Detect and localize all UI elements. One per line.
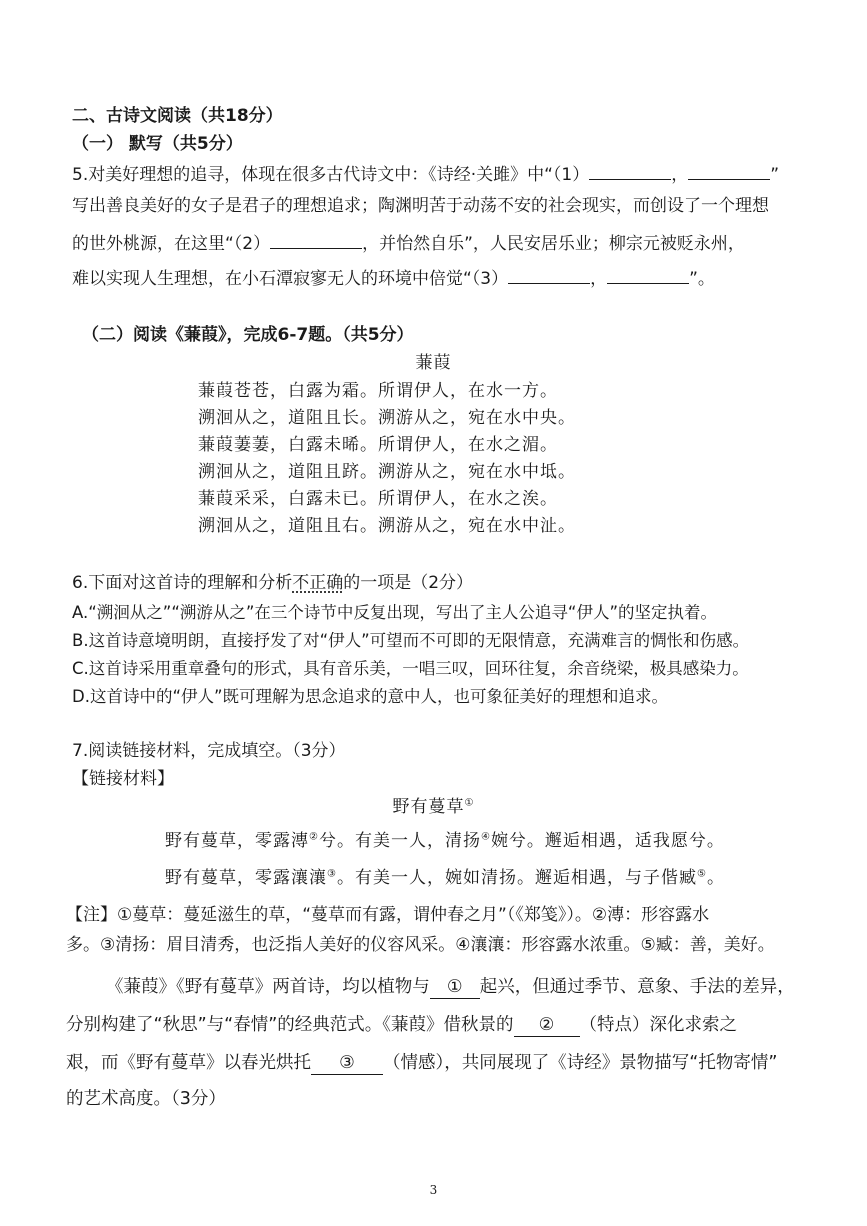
q5-text: ， xyxy=(671,165,689,185)
poem-line: 溯洄从之，道阻且长。溯游从之，宛在水中央。 xyxy=(198,408,576,428)
footnote-mark: ① xyxy=(464,797,475,809)
poem-title: 蒹葭 xyxy=(415,353,452,373)
part1-heading: （一） 默写（共5分） xyxy=(72,134,243,154)
q6-emphasis: 不正确 xyxy=(292,573,344,593)
poem2-title xyxy=(0,796,867,818)
poem2-text: 。 xyxy=(706,868,725,888)
poem2-line xyxy=(165,867,725,889)
poem-line: 蒹葭采采，白露未已。所谓伊人，在水之涘。 xyxy=(198,489,558,509)
footnote-mark: ⑤ xyxy=(696,868,707,880)
q7-text: （情感），共同展现了《诗经》景物描写“托物寄情” xyxy=(383,1053,778,1073)
q7-text: 分别构建了“秋思”与“春情”的经典范式。《蒹葭》借秋景的 xyxy=(66,1015,514,1035)
q6-option-d: D.这首诗中的“伊人”既可理解为思念追求的意中人，也可象征美好的理想和追求。 xyxy=(72,687,669,706)
poem2-line xyxy=(165,830,725,852)
q5-line4 xyxy=(72,265,715,290)
answer-blank xyxy=(607,265,689,284)
q5-text: ，并怡然自乐”，人民安居乐业；柳宗元被贬永州， xyxy=(362,234,745,254)
q5-text: 难以实现人生理想，在小石潭寂寥无人的环境中倍觉“（3） xyxy=(72,269,509,289)
q5-line1 xyxy=(72,161,779,186)
q5-text: 的世外桃源，在这里“（2） xyxy=(72,234,271,254)
q7-text: 《蒹葭》《野有蔓草》两首诗，均以植物与 xyxy=(106,977,430,997)
q6-text: 6.下面对这首诗的理解和分析 xyxy=(72,573,293,593)
q6-stem xyxy=(72,572,473,594)
footnote-mark: ④ xyxy=(480,831,491,843)
q7-text: 起兴，但通过季节、意象、手法的差异， xyxy=(479,977,795,997)
notes-line1: 【注】①蔓草：蔓延滋生的草，“蔓草而有露，谓仲春之月”（《郑笺》）。②漙：形容露水 xyxy=(66,905,710,925)
notes-line2: 多。③清扬：眉目清秀，也泛指人美好的仪容风采。④瀼瀼：形容露水浓重。⑤臧：善，美好。 xyxy=(66,935,775,955)
q7-para-line4: 的艺术高度。（3分） xyxy=(66,1089,226,1109)
poem-line: 溯洄从之，道阻且跻。溯游从之，宛在水中坻。 xyxy=(198,462,576,482)
q7-para-line3 xyxy=(66,1052,777,1075)
q5-text: ”。 xyxy=(689,269,715,289)
q7-para-line2 xyxy=(66,1014,737,1037)
q7-para-line1 xyxy=(106,976,795,999)
q5-text: 5.对美好理想的追寻，体现在很多古代诗文中：《诗经·关雎》中“（1） xyxy=(72,165,590,185)
q5-line3 xyxy=(72,230,745,255)
answer-blank-3: ③ xyxy=(311,1052,383,1075)
q6-option-c: C.这首诗采用重章叠句的形式，具有音乐美，一唱三叹，回环往复，余音绕梁，极具感染力。 xyxy=(72,659,749,678)
q6-option-b: B.这首诗意境明朗，直接抒发了对“伊人”可望而不可即的无限情意，充满难言的惆怅和伤感。 xyxy=(72,631,750,650)
poem2-text: 婉兮。邂逅相遇，适我愿兮。 xyxy=(490,831,725,851)
footnote-mark: ② xyxy=(309,831,319,843)
poem2-text: 野有蔓草，零露漙 xyxy=(165,831,309,851)
answer-blank-2: ② xyxy=(514,1014,580,1037)
section-title: 二、古诗文阅读（共18分） xyxy=(72,106,283,126)
answer-blank xyxy=(688,161,770,180)
q7-text: （特点）深化求索之 xyxy=(579,1015,738,1035)
q5-text: ， xyxy=(590,269,608,289)
answer-blank xyxy=(508,265,590,284)
poem-line: 蒹葭萋萋，白露未晞。所谓伊人，在水之湄。 xyxy=(198,435,558,455)
poem2-text: 。有美一人，婉如清扬。邂逅相遇，与子偕臧 xyxy=(336,868,697,888)
poem-line: 蒹葭苍苍，白露为霜。所谓伊人，在水一方。 xyxy=(198,381,558,401)
q6-text: 的一项是（2分） xyxy=(343,573,474,593)
poem2-text: 兮。有美一人，清扬 xyxy=(318,831,481,851)
q7-stem: 7.阅读链接材料，完成填空。（3分） xyxy=(72,741,346,761)
poem2-text: 野有蔓草，零露瀼瀼 xyxy=(165,868,327,888)
q5-text: ” xyxy=(770,165,780,185)
poem-line: 溯洄从之，道阻且右。溯游从之，宛在水中沚。 xyxy=(198,516,576,536)
q6-option-a: A.“溯洄从之”“溯游从之”在三个诗节中反复出现，写出了主人公追寻“伊人”的坚定执着。 xyxy=(72,603,718,622)
poem2-title-text: 野有蔓草 xyxy=(392,797,465,817)
q7-text: 艰，而《野有蔓草》以春光烘托 xyxy=(66,1053,311,1073)
part2-heading: （二）阅读《蒹葭》，完成6-7题。（共5分） xyxy=(82,325,414,345)
answer-blank xyxy=(270,230,362,249)
page-number: 3 xyxy=(429,1183,438,1197)
material-label: 【链接材料】 xyxy=(72,769,174,789)
q5-line2: 写出善良美好的女子是君子的理想追求；陶渊明苦于动荡不安的社会现实，而创设了一个理想 xyxy=(72,196,769,216)
footnote-mark: ③ xyxy=(327,868,337,880)
answer-blank-1: ① xyxy=(430,976,480,999)
answer-blank xyxy=(589,161,671,180)
